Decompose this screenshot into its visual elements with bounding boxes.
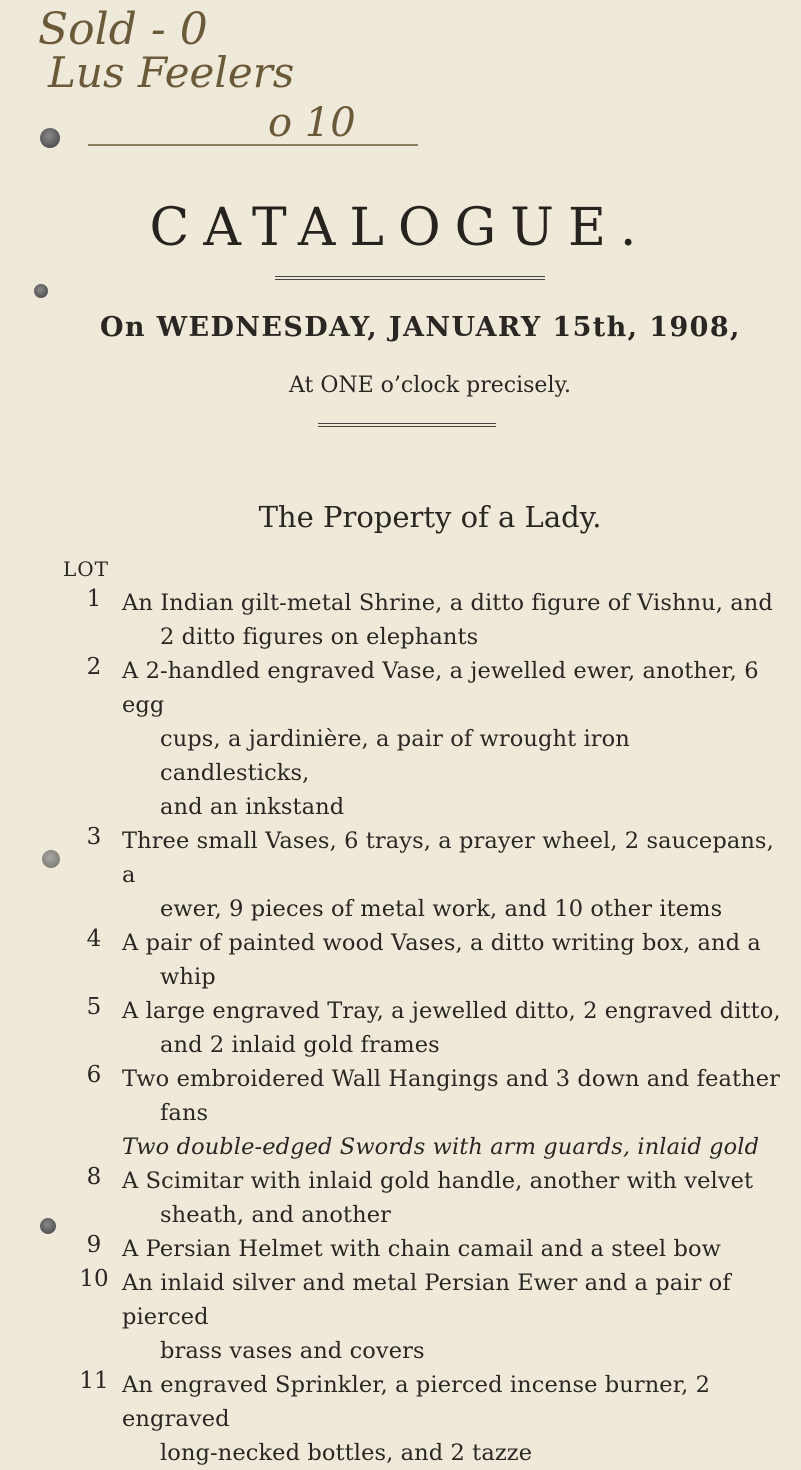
- lot-item: [0, 824, 801, 926]
- handwritten-note: [18, 4, 488, 164]
- lot-description: Three small Vases, 6 trays, a prayer wheel, 2 saucepans, a: [122, 828, 774, 888]
- lot-number: 1: [86, 586, 102, 612]
- lot-description-continued: long-necked bottles, and 2 tazze: [160, 1440, 533, 1466]
- lot-description: An inlaid silver and metal Persian Ewer and a pair of pierced: [122, 1270, 731, 1330]
- lot-description: A pair of painted wood Vases, a ditto writing box, and a: [122, 930, 761, 956]
- lot-description-continued: 2 ditto figures on elephants: [160, 624, 479, 650]
- title-divider: [275, 276, 545, 280]
- lot-item: [0, 1368, 801, 1470]
- lot-number: 6: [86, 1062, 102, 1088]
- lot-description-continued: whip: [160, 964, 216, 990]
- lot-item: [0, 994, 801, 1062]
- lot-description: A Scimitar with inlaid gold handle, another with velvet: [122, 1168, 754, 1194]
- lot-number: 3: [86, 824, 102, 850]
- lot-description: Two embroidered Wall Hangings and 3 down and feather: [122, 1066, 781, 1092]
- lot-item: [0, 1232, 801, 1266]
- lot-item: [0, 1164, 801, 1232]
- lot-item: [0, 1130, 801, 1164]
- handwritten-line-1: Sold - 0: [38, 4, 208, 55]
- lot-column-heading: LOT: [63, 557, 110, 581]
- property-owner-heading: The Property of a Lady.: [258, 500, 602, 534]
- sale-date: On WEDNESDAY, JANUARY 15th, 1908,: [100, 312, 741, 343]
- lot-description: An Indian gilt-metal Shrine, a ditto figure of Vishnu, and: [122, 590, 773, 616]
- lot-description-continued: and 2 inlaid gold frames: [160, 1032, 440, 1058]
- lot-description-continued: cups, a jardinière, a pair of wrought iron candlesticks,: [160, 726, 630, 786]
- lot-number: 9: [86, 1232, 102, 1258]
- lot-item: [0, 586, 801, 654]
- lot-number: 10: [79, 1266, 109, 1292]
- handwritten-underline: [88, 144, 418, 146]
- lot-number: 2: [86, 654, 102, 680]
- lot-number: 5: [86, 994, 102, 1020]
- lot-description-continued: fans: [160, 1100, 209, 1126]
- lot-description: A 2-handled engraved Vase, a jewelled ewer, another, 6 egg: [122, 658, 759, 718]
- lot-description: A large engraved Tray, a jewelled ditto, 2 engraved ditto,: [122, 998, 781, 1024]
- lot-item: [0, 926, 801, 994]
- catalogue-title: CATALOGUE.: [149, 198, 651, 258]
- lot-description-continued: sheath, and another: [160, 1202, 392, 1228]
- lot-description: A Persian Helmet with chain camail and a steel bow: [122, 1236, 721, 1262]
- lot-item: [0, 1266, 801, 1368]
- lot-description: An engraved Sprinkler, a pierced incense burner, 2 engraved: [122, 1372, 711, 1432]
- punch-hole-icon: [40, 128, 60, 148]
- lot-list: [0, 586, 801, 1470]
- lot-number: 11: [79, 1368, 109, 1394]
- lot-description: Two double-edged Swords with arm guards, inlaid gold: [122, 1134, 760, 1160]
- lot-number: 4: [86, 926, 102, 952]
- handwritten-line-2: Lus Feelers: [48, 48, 295, 97]
- time-divider: [318, 423, 496, 427]
- lot-description-continued: and an inkstand: [160, 794, 345, 820]
- lot-description-continued: ewer, 9 pieces of metal work, and 10 other items: [160, 896, 723, 922]
- lot-item: [0, 1062, 801, 1130]
- lot-number: 8: [86, 1164, 102, 1190]
- punch-hole-icon: [34, 284, 48, 298]
- sale-time: At ONE o’clock precisely.: [289, 373, 571, 398]
- handwritten-line-3: o 10: [268, 100, 356, 146]
- lot-description-continued: brass vases and covers: [160, 1338, 425, 1364]
- lot-item: [0, 654, 801, 824]
